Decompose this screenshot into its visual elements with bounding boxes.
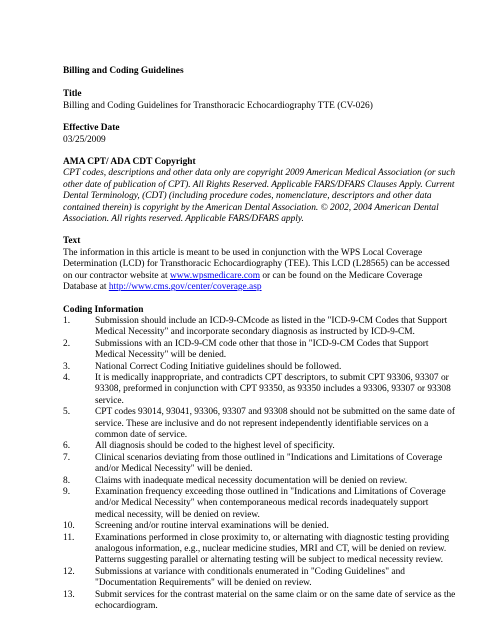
cms-coverage-link[interactable]: http://www.cms.gov/center/coverage.asp [108,282,262,293]
list-item [63,441,458,452]
document-page [63,66,458,623]
copyright-text: CPT codes, descriptions and other data only are copyright 2009 American Medical Association (or such other date of publication of CPT). All Rights Reserved. Applicable FARS/DFARS Clauses Apply. Current Dental Terminology, (CDT) (including procedure codes, nomenclature, descriptors and other data contained therein) is copyright by the American Dental Association. © 2002, 2004 American Dental Association. All rights reserved. Applicable FARS/DFARS apply. [63,168,456,225]
title-section [63,89,458,112]
text-body-part1: The information in this article is meant to be used in conjunction with the WPS Local Coverage Determination (LCD) for Transthoracic Echocardiography (TEE). This LCD (L28565) can be accessed on our contractor website at [63,247,450,281]
text-body [63,248,458,294]
list-item-number: 1. [63,315,71,326]
text-section [63,236,458,293]
coding-information-section [63,305,458,613]
list-item-number: 10. [63,521,75,532]
title-heading: Title [63,89,82,100]
list-item-number: 5. [63,407,71,418]
list-item [63,521,458,532]
list-item-number: 8. [63,475,71,486]
list-item [63,316,458,339]
list-item-text: National Correct Coding Initiative guidelines should be followed. [95,361,342,372]
list-item [63,487,458,521]
list-item-number: 2. [63,338,71,349]
text-body-part2: or can be found on the Medicare Coverage Database at [63,270,423,293]
list-item-number: 13. [63,589,75,600]
effective-date-heading: Effective Date [63,123,120,134]
list-item [63,407,458,441]
wps-medicare-link[interactable]: www.wpsmedicare.com [170,270,260,281]
copyright-section [63,157,458,225]
list-item-text: Clinical scenarios deviating from those outlined in "Indications and Limitations of Coverage and/or Medical Necessity" will be denied. [95,452,443,475]
list-item-text: It is medically inappropriate, and contradicts CPT descriptors, to submit CPT 93306, 93307 or 93308, preformed in conjunction with CPT 93350, as 93350 includes a 93306, 93307 or 93308 service. [95,372,451,406]
effective-date-section [63,123,458,146]
coding-information-heading: Coding Information [63,304,144,315]
list-item-text: Claims with inadequate medical necessity documentation will be denied on review. [95,475,408,486]
list-item-number: 4. [63,372,71,383]
copyright-heading: AMA CPT/ ADA CDT Copyright [63,157,196,168]
list-item-text: Examinations performed in close proximity to, or alternating with diagnostic testing providing analogous information, e.g., nuclear medicine studies, MRI and CT, will be denied on review. Patterns suggesting parallel or alternating testing will be subject to medical necessity review. [95,532,450,566]
list-item-text: Submissions with an ICD-9-CM code other that those in "ICD-9-CM Codes that Support Medical Necessity" will be denied. [95,338,429,361]
list-item-number: 6. [63,441,71,452]
list-item [63,590,458,613]
list-item [63,373,458,407]
title-text: Billing and Coding Guidelines for Transthoracic Echocardiography TTE (CV-026) [63,100,373,111]
list-item [63,362,458,373]
list-item-number: 12. [63,566,75,577]
list-item [63,453,458,476]
coding-information-list [63,316,458,613]
list-item-number: 9. [63,487,71,497]
list-item-number: 3. [63,361,71,372]
list-item [63,567,458,590]
list-item-text: Submissions at variance with conditionals enumerated in "Coding Guidelines" and "Documentation Requirements" will be denied on review. [95,566,405,589]
document-title: Billing and Coding Guidelines [63,66,184,76]
effective-date-value: 03/25/2009 [63,134,106,145]
list-item-text: All diagnosis should be coded to the highest level of specificity. [95,441,335,452]
list-item-text: Examination frequency exceeding those outlined in "Indications and Limitations of Coverage and/or Medical Necessity" when contemporaneous medical records inadequately support medical necessity, will be denied on review. [95,487,446,520]
list-item-number: 11. [63,532,75,543]
text-heading: Text [63,236,81,247]
list-item [63,533,458,567]
list-item-text: Screening and/or routine interval examinations will be denied. [95,521,329,532]
list-item-text: CPT codes 93014, 93041, 93306, 93307 and 93308 should not be submitted on the same date of service. These are inclusive and do not represent independently identifiable services on a common date of service. [95,407,455,440]
list-item-text: Submission should include an ICD-9-CMcode as listed in the "ICD-9-CM Codes that Support Medical Necessity" and incorporate secondary diagnosis as instructed by ICD-9-CM. [95,315,448,338]
list-item [63,476,458,487]
list-item [63,339,458,362]
list-item-number: 7. [63,452,71,463]
list-item-text: Submit services for the contrast material on the same claim or on the same date of service as the echocardiogram. [95,589,456,612]
